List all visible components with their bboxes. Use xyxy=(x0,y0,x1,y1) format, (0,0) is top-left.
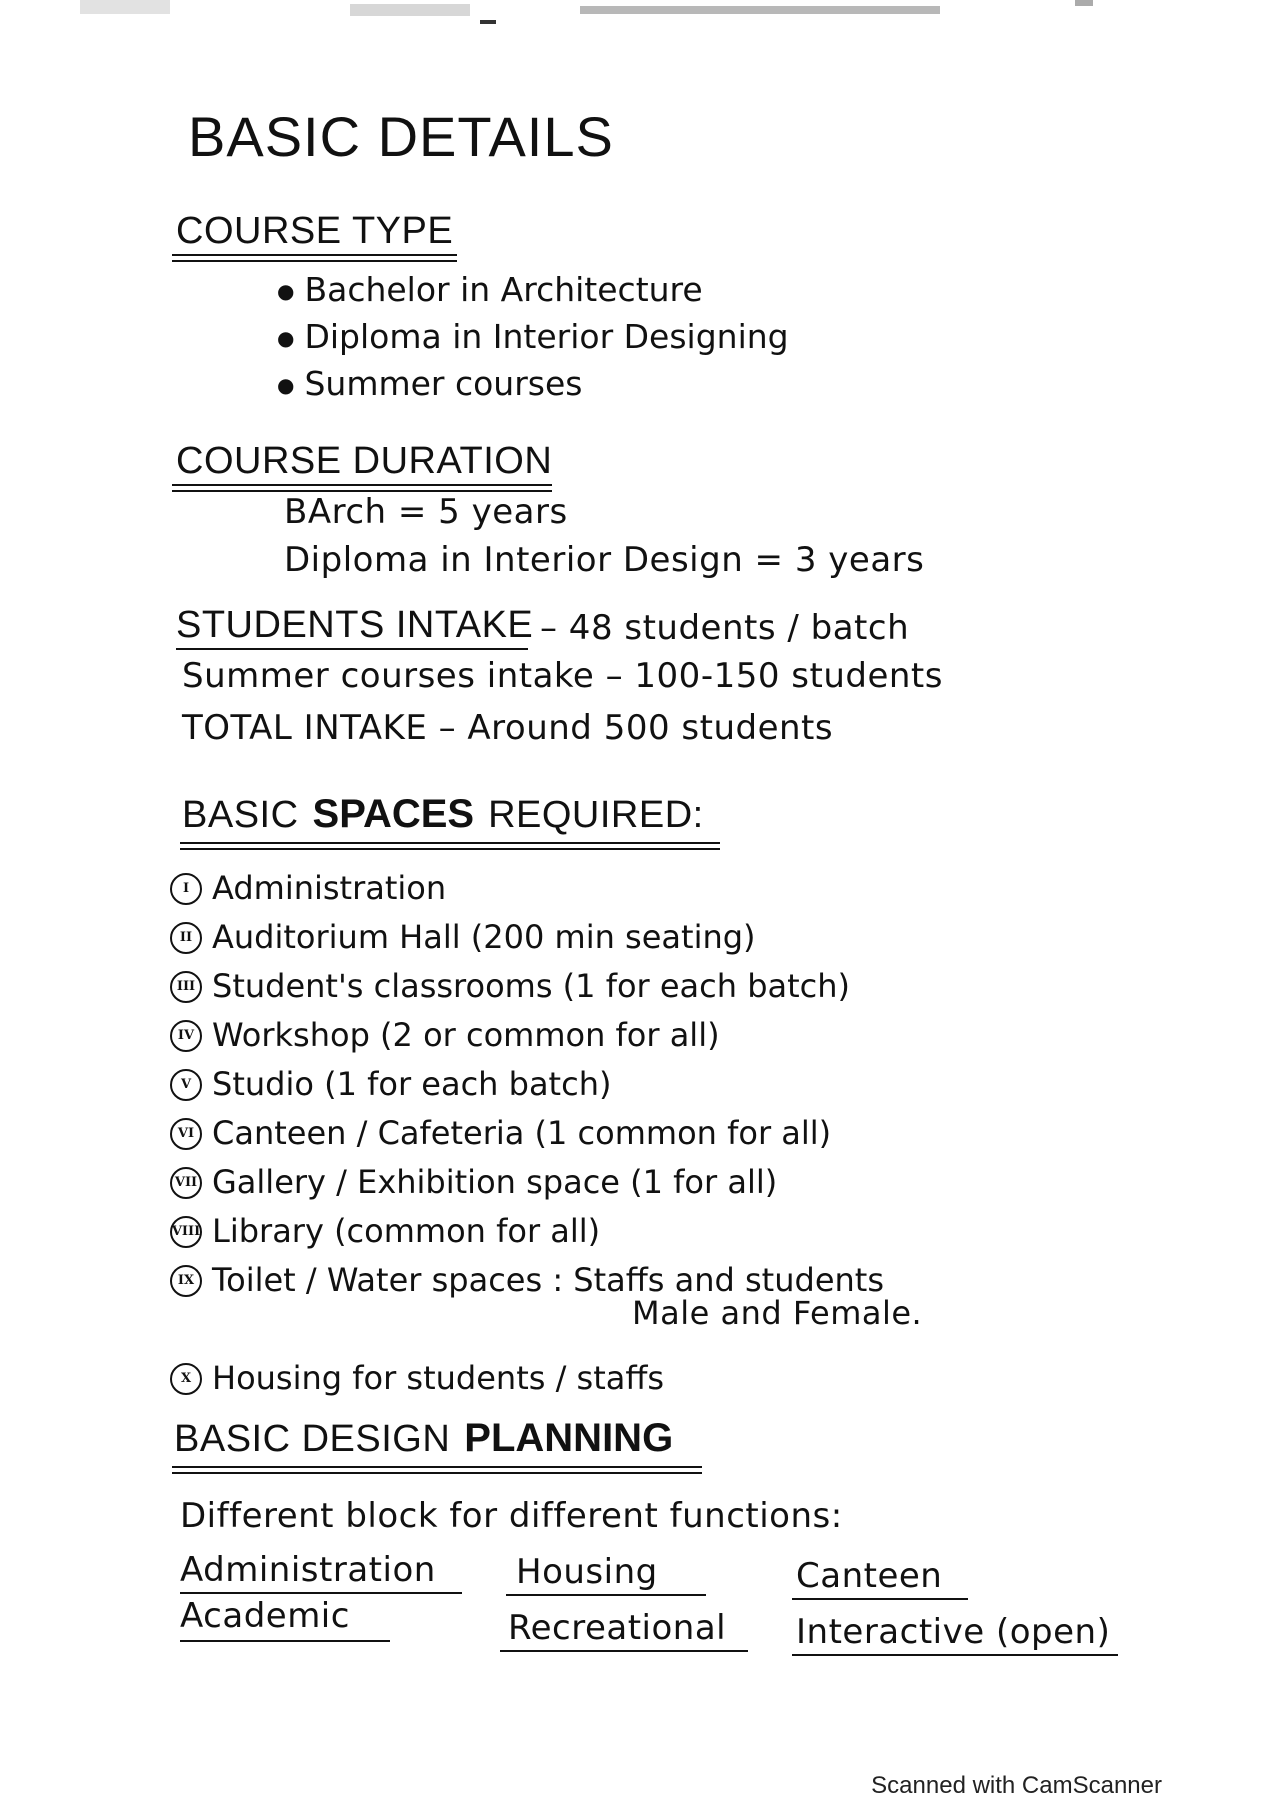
planning-heading xyxy=(174,1416,673,1461)
list-item: ● Diploma in Interior Designing xyxy=(277,313,789,360)
list-item xyxy=(170,1207,884,1256)
scanner-watermark: Scanned with CamScanner xyxy=(871,1772,1162,1799)
course-type-list xyxy=(277,266,789,407)
list-item xyxy=(170,1011,884,1060)
block-interactive: Interactive (open) xyxy=(796,1612,1111,1652)
duration-diploma: Diploma in Interior Design = 3 years xyxy=(284,540,925,580)
page-title: BASIC DETAILS xyxy=(188,105,614,168)
space-text: Auditorium Hall (200 min seating) xyxy=(212,918,756,956)
toilet-continuation: Male and Female. xyxy=(632,1294,923,1332)
list-item xyxy=(170,1109,884,1158)
students-intake-value: – 48 students / batch xyxy=(540,608,910,648)
space-text: Workshop (2 or common for all) xyxy=(212,1016,720,1054)
scan-edge-marks xyxy=(0,0,1280,26)
item-number-badge: IX xyxy=(170,1265,202,1297)
planning-intro: Different block for different functions: xyxy=(180,1496,843,1536)
block-academic: Academic xyxy=(180,1596,350,1636)
item-number-badge: III xyxy=(170,971,202,1003)
space-text: Toilet / Water spaces : Staffs and students xyxy=(212,1261,884,1299)
spaces-heading-underline xyxy=(180,842,720,850)
students-intake-label: STUDENTS INTAKE xyxy=(176,604,534,646)
item-number-badge: X xyxy=(170,1363,202,1395)
item-number-badge: VII xyxy=(170,1167,202,1199)
block-administration: Administration xyxy=(180,1550,436,1590)
block-underline xyxy=(506,1594,706,1596)
block-underline xyxy=(792,1654,1118,1656)
block-underline xyxy=(180,1592,462,1594)
space-text: Studio (1 for each batch) xyxy=(212,1065,612,1103)
students-intake-underline xyxy=(176,648,528,650)
space-text: Library (common for all) xyxy=(212,1212,601,1250)
item-number-badge: VI xyxy=(170,1118,202,1150)
duration-barch: BArch = 5 years xyxy=(284,492,568,532)
item-number-badge: II xyxy=(170,922,202,954)
list-item xyxy=(170,962,884,1011)
block-housing: Housing xyxy=(516,1552,658,1592)
course-duration-underline xyxy=(172,484,552,492)
space-text: Student's classrooms (1 for each batch) xyxy=(212,967,851,1005)
block-underline xyxy=(792,1598,968,1600)
planning-heading-bold: PLANNING xyxy=(464,1416,674,1460)
list-item: ● Bachelor in Architecture xyxy=(277,266,789,313)
spaces-heading-bold: SPACES xyxy=(312,792,475,836)
list-item xyxy=(170,1354,884,1403)
space-text: Canteen / Cafeteria (1 common for all) xyxy=(212,1114,832,1152)
space-text: Housing for students / staffs xyxy=(212,1359,665,1397)
total-intake: TOTAL INTAKE – Around 500 students xyxy=(182,708,834,748)
item-number-badge: V xyxy=(170,1069,202,1101)
spaces-heading-suffix: REQUIRED: xyxy=(488,794,704,836)
block-underline xyxy=(180,1640,390,1642)
list-item xyxy=(170,864,884,913)
space-text: Administration xyxy=(212,869,447,907)
list-item: ● Summer courses xyxy=(277,360,789,407)
planning-heading-prefix: BASIC DESIGN xyxy=(174,1418,451,1460)
course-type-underline xyxy=(172,254,457,262)
block-underline xyxy=(500,1650,748,1652)
course-type-heading: COURSE TYPE xyxy=(176,210,454,252)
list-item xyxy=(170,913,884,962)
block-recreational: Recreational xyxy=(508,1608,727,1648)
list-item xyxy=(170,1158,884,1207)
item-number-badge: VIII xyxy=(170,1216,202,1248)
list-item xyxy=(170,1060,884,1109)
summer-intake: Summer courses intake – 100-150 students xyxy=(182,656,943,696)
space-text: Gallery / Exhibition space (1 for all) xyxy=(212,1163,778,1201)
item-number-badge: I xyxy=(170,873,202,905)
spaces-heading-prefix: BASIC xyxy=(182,794,299,836)
item-number-badge: IV xyxy=(170,1020,202,1052)
planning-heading-underline xyxy=(172,1466,702,1474)
block-canteen: Canteen xyxy=(796,1556,943,1596)
course-duration-heading: COURSE DURATION xyxy=(176,440,553,482)
spaces-heading xyxy=(182,792,704,837)
